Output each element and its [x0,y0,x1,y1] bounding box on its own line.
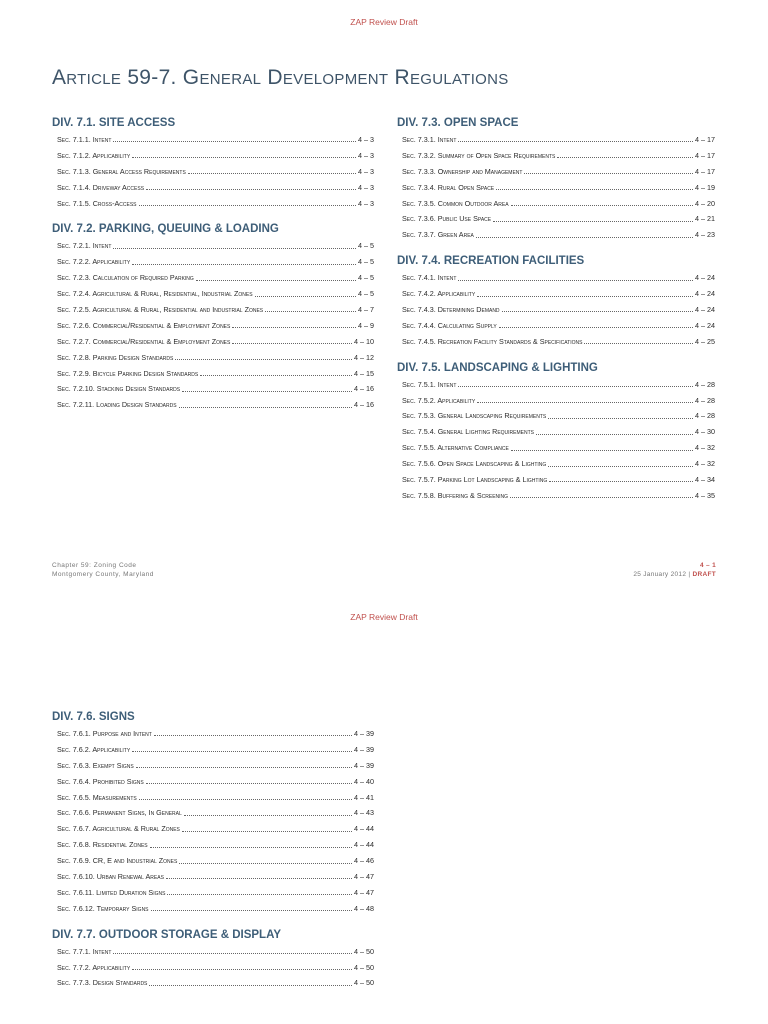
dot-leader [232,343,352,344]
toc-entry-page: 4 – 24 [695,320,715,330]
toc-entry-label: Sec. 7.2.9. Bicycle Parking Design Standards [57,368,199,378]
toc-entry[interactable] [57,397,374,413]
toc-entry[interactable] [57,944,374,960]
toc-entry[interactable] [57,238,374,254]
toc-entry-label: Sec. 7.5.3. General Landscaping Requirements [402,411,547,421]
toc-entry-label: Sec. 7.1.2. Applicability [57,150,131,160]
toc-entry-page: 4 – 40 [354,776,374,786]
toc-entry-page: 4 – 10 [354,336,374,346]
dot-leader [113,141,356,142]
division-heading: DIV. 7.5. LANDSCAPING & LIGHTING [397,361,598,374]
toc-entry[interactable] [402,180,715,196]
dot-leader [511,450,693,451]
toc-entry-page: 4 – 32 [695,459,715,469]
toc-list [52,726,374,917]
dot-leader [255,296,356,297]
toc-entry-label: Sec. 7.4.1. Intent [402,273,457,283]
footer-page-number: 4 – 1 [700,562,716,569]
toc-entry-page: 4 – 25 [695,336,715,346]
toc-entry-label: Sec. 7.3.7. Green Area [402,230,474,240]
toc-entry-label: Sec. 7.4.4. Calculating Supply [402,320,497,330]
toc-entry-label: Sec. 7.2.10. Stacking Design Standards [57,384,181,394]
toc-entry-label: Sec. 7.2.5. Agricultural & Rural, Residential and Industrial Zones [57,305,264,315]
footer-county: Montgomery County, Maryland [52,571,154,578]
toc-entry-label: Sec. 7.2.1. Intent [57,241,112,251]
dot-leader [139,799,352,800]
toc-entry-page: 4 – 39 [354,744,374,754]
toc-entry[interactable] [57,334,374,350]
toc-entry-label: Sec. 7.5.6. Open Space Landscaping & Lighting [402,459,547,469]
article-title: Article 59-7. General Development Regulations [52,66,509,89]
toc-entry[interactable] [402,227,715,243]
toc-entry-page: 4 – 48 [354,903,374,913]
toc-entry-label: Sec. 7.2.6. Commercial/Residential & Employment Zones [57,320,231,330]
toc-entry-label: Sec. 7.1.5. Cross-Access [57,198,137,208]
toc-entry-page: 4 – 17 [695,150,715,160]
toc-entry-label: Sec. 7.4.2. Applicability [402,289,476,299]
toc-entry-label: Sec. 7.2.7. Commercial/Residential & Employment Zones [57,336,231,346]
dot-leader [182,391,352,392]
toc-entry-label: Sec. 7.6.7. Agricultural & Rural Zones [57,824,180,834]
toc-entry-label: Sec. 7.6.1. Purpose and Intent [57,729,152,738]
toc-list [52,238,374,413]
toc-entry[interactable] [402,408,715,424]
footer-chapter: Chapter 59: Zoning Code [52,562,137,569]
toc-entry[interactable] [402,488,715,504]
dot-leader [132,969,352,970]
toc-entry[interactable] [57,853,374,869]
dot-leader [132,264,356,265]
toc-entry[interactable] [57,254,374,270]
dot-leader [188,173,356,174]
toc-entry[interactable] [402,334,715,350]
toc-entry-label: Sec. 7.4.5. Recreation Facility Standards & Specifications [402,336,583,346]
toc-entry[interactable] [402,456,715,472]
toc-entry-page: 4 – 46 [354,856,374,866]
toc-entry-page: 4 – 47 [354,872,374,882]
dot-leader [524,173,693,174]
dot-leader [146,189,356,190]
footer-date: 25 January 2012 [633,571,687,578]
toc-entry-page: 4 – 39 [354,729,374,738]
toc-entry[interactable] [402,148,715,164]
dot-leader [493,221,693,222]
toc-entry-label: Sec. 7.3.2. Summary of Open Space Requirements [402,150,556,160]
dot-leader [146,783,352,784]
toc-entry-label: Sec. 7.5.8. Buffering & Screening [402,490,509,500]
toc-entry-page: 4 – 9 [358,320,374,330]
toc-entry-page: 4 – 30 [695,427,715,437]
toc-entry[interactable] [57,869,374,885]
toc-entry-label: Sec. 7.3.1. Intent [402,135,457,144]
footer-draft: DRAFT [692,571,716,578]
toc-entry-page: 4 – 3 [358,135,374,144]
toc-entry[interactable] [402,302,715,318]
toc-entry-page: 4 – 16 [354,384,374,394]
toc-entry-page: 4 – 3 [358,150,374,160]
dot-leader [150,847,352,848]
toc-entry-label: Sec. 7.6.8. Residential Zones [57,840,148,850]
toc-list [52,944,374,992]
toc-entry-label: Sec. 7.7.3. Design Standards [57,978,148,988]
toc-entry-label: Sec. 7.6.9. CR, E and Industrial Zones [57,856,178,866]
toc-entry[interactable] [402,196,715,212]
toc-entry-label: Sec. 7.3.5. Common Outdoor Area [402,198,509,208]
toc-entry-label: Sec. 7.3.6. Public Use Space [402,214,492,224]
toc-list [397,270,715,349]
dot-leader [179,407,352,408]
toc-list [397,377,715,504]
footer-separator: | [688,571,691,578]
dot-leader [200,375,352,376]
toc-list [52,132,374,211]
toc-entry[interactable] [57,975,374,991]
toc-entry-label: Sec. 7.6.11. Limited Duration Signs [57,887,166,897]
dot-leader [182,831,352,832]
dot-leader [549,481,693,482]
dot-leader [477,402,693,403]
toc-entry[interactable] [57,821,374,837]
division-heading: DIV. 7.3. OPEN SPACE [397,117,519,129]
toc-entry-label: Sec. 7.6.10. Urban Renewal Areas [57,872,164,882]
toc-entry-page: 4 – 44 [354,824,374,834]
dot-leader [113,248,356,249]
toc-entry-label: Sec. 7.4.3. Determining Demand [402,305,500,315]
dot-leader [167,894,352,895]
toc-entry-page: 4 – 5 [358,257,374,267]
dot-leader [151,910,353,911]
toc-entry-label: Sec. 7.1.4. Driveway Access [57,182,145,192]
toc-entry-page: 4 – 23 [695,230,715,240]
dot-leader [132,157,356,158]
dot-leader [154,735,352,736]
dot-leader [265,311,356,312]
toc-entry-label: Sec. 7.5.7. Parking Lot Landscaping & Lighting [402,475,548,485]
toc-entry[interactable] [57,196,374,212]
toc-entry-label: Sec. 7.1.1. Intent [57,135,112,144]
toc-entry[interactable] [57,726,374,742]
toc-entry-page: 4 – 32 [695,443,715,453]
toc-entry-label: Sec. 7.2.2. Applicability [57,257,131,267]
toc-entry-label: Sec. 7.2.3. Calculation of Required Parking [57,273,194,283]
toc-entry[interactable] [402,393,715,409]
toc-entry-page: 4 – 35 [695,490,715,500]
toc-entry-label: Sec. 7.6.4. Prohibited Signs [57,776,144,786]
dot-leader [548,466,693,467]
toc-entry-label: Sec. 7.7.2. Applicability [57,962,131,972]
toc-entry-page: 4 – 3 [358,198,374,208]
toc-left-column [52,114,374,422]
toc-entry-page: 4 – 5 [358,289,374,299]
toc-entry-page: 4 – 50 [354,946,374,956]
toc-entry[interactable] [57,885,374,901]
dot-leader [584,343,693,344]
toc-entry-label: Sec. 7.2.4. Agricultural & Rural, Residential, Industrial Zones [57,289,253,299]
division-heading: DIV. 7.1. SITE ACCESS [52,117,176,129]
toc-entry[interactable] [57,837,374,853]
toc-entry[interactable] [402,440,715,456]
dot-leader [510,497,693,498]
toc-left-column [52,708,374,1000]
toc-entry-page: 4 – 47 [354,887,374,897]
toc-entry-page: 4 – 24 [695,305,715,315]
dot-leader [511,205,693,206]
toc-entry-page: 4 – 5 [358,241,374,251]
toc-entry-page: 4 – 17 [695,166,715,176]
toc-entry[interactable] [57,350,374,366]
toc-entry[interactable] [402,164,715,180]
toc-entry-page: 4 – 19 [695,182,715,192]
division-heading: DIV. 7.4. RECREATION FACILITIES [397,255,585,268]
toc-entry-label: Sec. 7.3.4. Rural Open Space [402,182,495,192]
toc-entry-page: 4 – 3 [358,182,374,192]
toc-entry-page: 4 – 43 [354,808,374,818]
toc-right-column [397,114,715,513]
toc-entry-page: 4 – 17 [695,135,715,144]
toc-entry-label: Sec. 7.5.2. Applicability [402,395,476,405]
toc-entry-label: Sec. 7.5.4. General Lighting Requirements [402,427,534,437]
toc-entry-label: Sec. 7.6.12. Temporary Signs [57,903,149,913]
toc-entry[interactable] [57,302,374,318]
toc-entry[interactable] [402,270,715,286]
dot-leader [476,237,693,238]
dot-leader [232,327,356,328]
toc-entry[interactable] [402,211,715,227]
dot-leader [477,296,693,297]
toc-list [397,132,715,243]
toc-entry-label: Sec. 7.2.11. Loading Design Standards [57,400,177,410]
dot-leader [179,863,352,864]
toc-entry[interactable] [402,132,715,148]
toc-entry-page: 4 – 41 [354,792,374,802]
dot-leader [557,157,693,158]
toc-entry[interactable] [57,132,374,148]
division-heading: DIV. 7.6. SIGNS [52,711,135,723]
toc-entry[interactable] [402,286,715,302]
toc-entry-page: 4 – 39 [354,760,374,770]
toc-entry-page: 4 – 28 [695,395,715,405]
toc-entry[interactable] [57,805,374,821]
dot-leader [499,327,693,328]
toc-entry-page: 4 – 12 [354,352,374,362]
toc-entry[interactable] [57,318,374,334]
toc-entry-label: Sec. 7.7.1. Intent [57,946,112,956]
dot-leader [458,386,693,387]
toc-entry-label: Sec. 7.5.5. Alternative Compliance [402,443,509,453]
toc-entry-page: 4 – 21 [695,214,715,224]
division-heading: DIV. 7.7. OUTDOOR STORAGE & DISPLAY [52,928,281,941]
toc-entry[interactable] [57,286,374,302]
toc-entry[interactable] [57,774,374,790]
dot-leader [458,141,693,142]
toc-entry[interactable] [57,901,374,917]
toc-entry-label: Sec. 7.5.1. Intent [402,379,457,389]
toc-entry-page: 4 – 28 [695,411,715,421]
toc-entry-page: 4 – 24 [695,289,715,299]
toc-entry-label: Sec. 7.2.8. Parking Design Standards [57,352,174,362]
dot-leader [502,311,693,312]
toc-entry[interactable] [57,381,374,397]
toc-entry-page: 4 – 7 [358,305,374,315]
dot-leader [175,359,352,360]
toc-entry-label: Sec. 7.6.2. Applicability [57,744,131,754]
toc-entry[interactable] [57,164,374,180]
toc-entry-page: 4 – 16 [354,400,374,410]
toc-entry-page: 4 – 50 [354,978,374,988]
dot-leader [113,953,352,954]
toc-entry-label: Sec. 7.6.3. Exempt Signs [57,760,134,770]
toc-entry[interactable] [402,472,715,488]
toc-entry[interactable] [402,318,715,334]
dot-leader [536,434,693,435]
toc-entry-page: 4 – 34 [695,475,715,485]
toc-entry[interactable] [402,424,715,440]
dot-leader [184,815,352,816]
toc-entry-page: 4 – 28 [695,379,715,389]
toc-entry[interactable] [57,742,374,758]
footer-right [633,561,716,579]
division-heading: DIV. 7.2. PARKING, QUEUING & LOADING [52,223,279,236]
toc-entry-page: 4 – 44 [354,840,374,850]
dot-leader [139,205,357,206]
draft-label: ZAP Review Draft [350,612,418,622]
dot-leader [496,189,693,190]
toc-entry[interactable] [57,366,374,382]
toc-entry[interactable] [402,377,715,393]
document-page-2 [0,598,768,1024]
toc-entry[interactable] [57,960,374,976]
toc-entry-page: 4 – 50 [354,962,374,972]
dot-leader [196,280,356,281]
toc-entry[interactable] [57,270,374,286]
toc-entry-label: Sec. 7.3.3. Ownership and Management [402,166,523,176]
toc-entry[interactable] [57,148,374,164]
toc-entry-page: 4 – 3 [358,166,374,176]
dot-leader [149,985,352,986]
toc-entry-page: 4 – 20 [695,198,715,208]
toc-entry-page: 4 – 15 [354,368,374,378]
toc-entry[interactable] [57,790,374,806]
toc-entry-page: 4 – 24 [695,273,715,283]
draft-label: ZAP Review Draft [350,17,418,27]
footer-date-line [633,570,716,579]
dot-leader [136,767,352,768]
toc-entry[interactable] [57,758,374,774]
footer-left [52,561,154,579]
toc-entry-label: Sec. 7.6.6. Permanent Signs, In General [57,808,182,818]
dot-leader [166,878,352,879]
dot-leader [132,751,352,752]
dot-leader [548,418,693,419]
toc-entry-page: 4 – 5 [358,273,374,283]
toc-entry-label: Sec. 7.1.3. General Access Requirements [57,166,186,176]
dot-leader [458,280,693,281]
toc-entry[interactable] [57,180,374,196]
toc-entry-label: Sec. 7.6.5. Measurements [57,792,137,802]
